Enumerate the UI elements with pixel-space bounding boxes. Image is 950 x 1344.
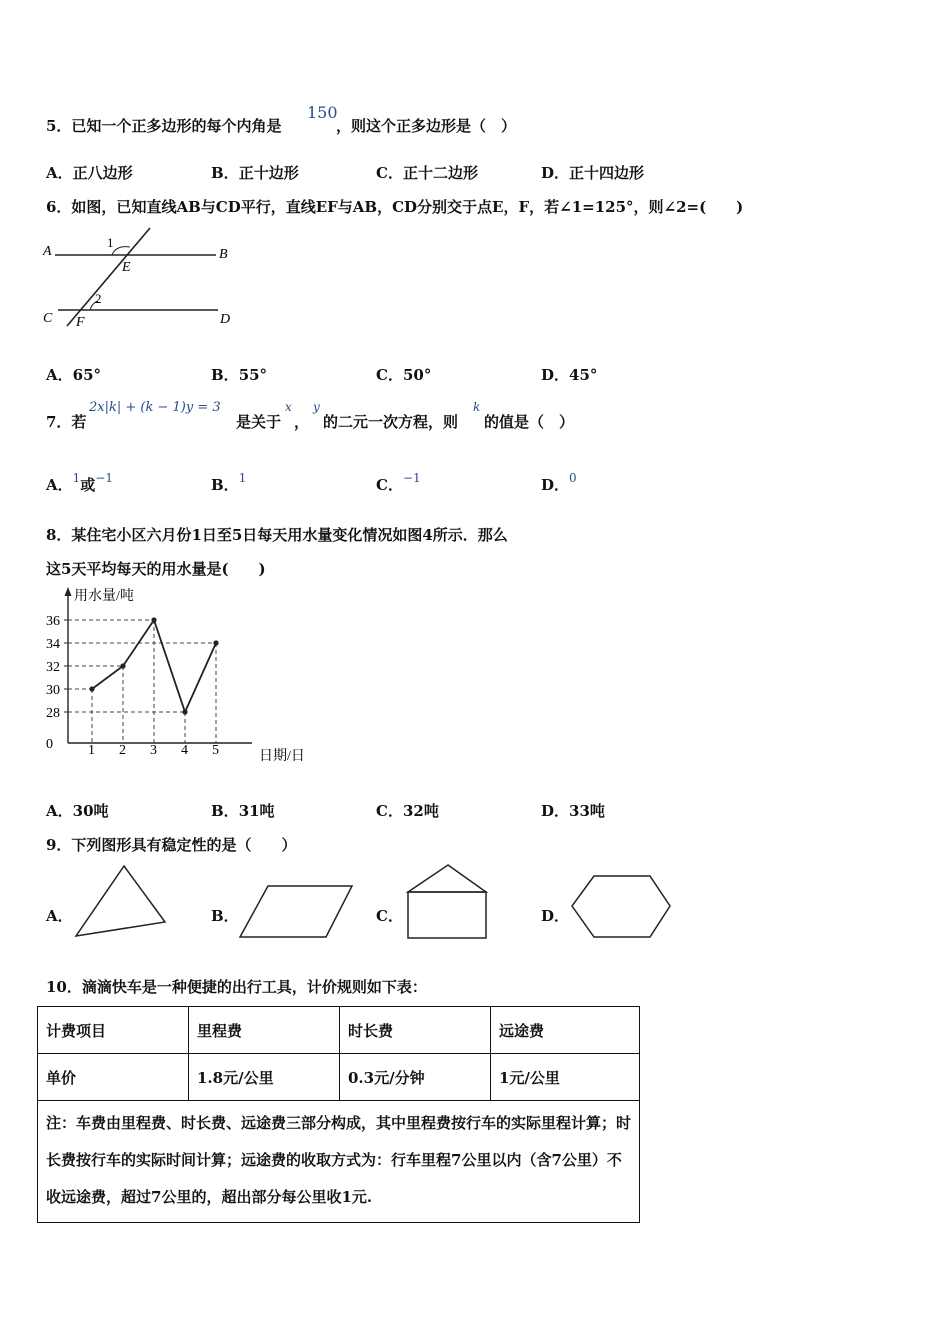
q7-option-a: A．$^1$或$^{-1}$	[46, 471, 113, 494]
q6-option-b: B．55°	[211, 366, 268, 384]
fare-table-header-cell: 里程费	[189, 1007, 340, 1054]
q8-option-b: B．31吨	[211, 802, 275, 820]
q9-option-a-label: A．	[46, 907, 73, 925]
q7-formula: 2x|k| + (k − 1)y = 3	[89, 400, 221, 415]
q7-mid1: 是关于	[236, 413, 282, 431]
y-axis-arrow	[65, 587, 72, 596]
q9-hexagon-shape	[566, 870, 676, 944]
q7-var-y: y	[313, 400, 320, 414]
q9-triangle-shape	[70, 860, 175, 945]
label-b: B	[219, 247, 228, 262]
q8-line1: 8．某住宅小区六月份1日至5日每天用水量变化情况如图4所示．那么	[46, 526, 508, 544]
q9-house-shape	[402, 860, 494, 944]
label-d: D	[220, 312, 231, 327]
label-c: C	[43, 311, 53, 326]
q6-option-c: C．50°	[376, 366, 432, 384]
q7-suffix: 的值是（ ）	[484, 413, 575, 431]
y-tick-label: 34	[46, 637, 60, 652]
data-point	[151, 617, 156, 622]
q5-formula: 150	[307, 103, 338, 122]
q5-option-b: B．正十边形	[211, 164, 299, 182]
q9-option-d-label: D．	[541, 907, 570, 925]
fare-table-header-cell: 远途费	[491, 1007, 640, 1054]
fare-table-note-row	[38, 1101, 640, 1223]
q7-option-c: C．$^{-1}$	[376, 471, 421, 494]
label-a: A	[43, 244, 52, 259]
data-point	[120, 663, 125, 668]
y-tick-label: 28	[46, 706, 60, 721]
x-tick-label: 4	[181, 743, 188, 758]
q7-comma: ，	[294, 413, 310, 431]
q5-option-c: C．正十二边形	[376, 164, 478, 182]
q8-option-c: C．32吨	[376, 802, 439, 820]
q9-parallelogram-shape	[236, 880, 358, 942]
q10-stem: 10．滴滴快车是一种便捷的出行工具，计价规则如下表：	[46, 978, 427, 996]
y-tick-label: 30	[46, 683, 60, 698]
fare-table-header-cell: 时长费	[340, 1007, 491, 1054]
fare-table-cell: 1元/公里	[491, 1054, 640, 1101]
label-angle1: 1	[107, 235, 114, 250]
y-tick-label: 32	[46, 660, 60, 675]
fare-table-row	[38, 1054, 640, 1101]
y-tick-label: 36	[46, 614, 60, 629]
q6-stem: 6．如图，已知直线AB与CD平行，直线EF与AB，CD分别交于点E，F，若∠1=125°，则∠2=( )	[46, 198, 744, 216]
q8-option-d: D．33吨	[541, 802, 605, 820]
data-point	[213, 640, 218, 645]
q7-option-b: B．$^1$	[211, 471, 247, 494]
x-axis-label: 日期/日	[259, 749, 305, 764]
q7-option-d: D．$^0$	[541, 471, 577, 494]
fare-table-note: 注：车费由里程费、时长费、远途费三部分构成，其中里程费按行车的实际里程计算；时长费按行车的实际时间计算；远途费的收取方式为：行车里程7公里以内（含7公里）不收远途费，超过7公里的，超出部分每公里收1元.	[38, 1101, 640, 1223]
label-f: F	[76, 315, 85, 330]
fare-table-header-cell: 计费项目	[38, 1007, 189, 1054]
q6-figure	[40, 225, 240, 335]
q9-stem: 9．下列图形具有稳定性的是（ ）	[46, 836, 297, 854]
q6-option-d: D．45°	[541, 366, 598, 384]
q7-mid2: 的二元一次方程，则	[323, 413, 459, 431]
x-tick-label: 3	[150, 743, 157, 758]
fare-table-cell: 0.3元/分钟	[340, 1054, 491, 1101]
q8-option-a: A．30吨	[46, 802, 109, 820]
fare-table-cell: 单价	[38, 1054, 189, 1101]
fare-table	[37, 1006, 640, 1223]
fare-table-cell: 1.8元/公里	[189, 1054, 340, 1101]
label-angle2: 2	[95, 291, 102, 306]
fare-table-header-row	[38, 1007, 640, 1054]
y-tick-label: 0	[46, 737, 53, 752]
q7-var-x: x	[285, 400, 292, 414]
q5-stem	[46, 115, 281, 136]
q5-option-d: D．正十四边形	[541, 164, 645, 182]
x-tick-label: 2	[119, 743, 126, 758]
q8-line2: 这5天平均每天的用水量是( )	[46, 560, 266, 578]
label-e: E	[122, 260, 131, 275]
q6-option-a: A．65°	[46, 366, 102, 384]
q5-option-a: A．正八边形	[46, 164, 133, 182]
q7-var-k: k	[473, 400, 481, 414]
water-usage-chart	[40, 585, 320, 770]
x-tick-label: 5	[212, 743, 219, 758]
q5-text-after: ，则这个正多边形是（ ）	[336, 117, 517, 135]
y-axis-label: 用水量/吨	[74, 589, 134, 604]
data-point	[89, 686, 94, 691]
data-point	[182, 709, 187, 714]
q5-text-before: 5．已知一个正多边形的每个内角是	[46, 117, 282, 135]
q9-option-b-label: B．	[211, 907, 239, 925]
q9-option-c-label: C．	[376, 907, 403, 925]
x-tick-label: 1	[88, 743, 95, 758]
q7-prefix: 7．若	[46, 413, 87, 431]
